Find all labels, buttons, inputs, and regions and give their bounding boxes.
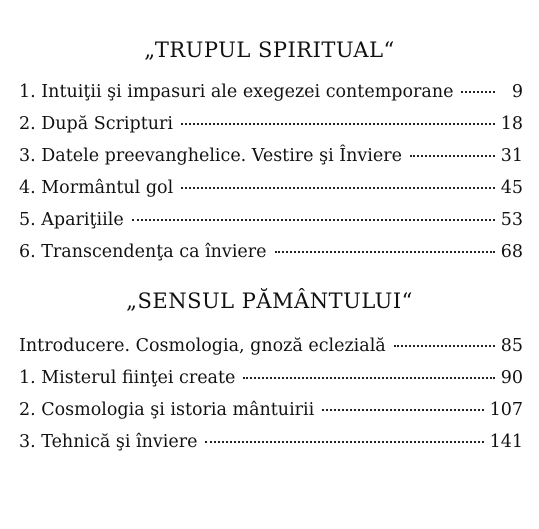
toc-entry: [19, 330, 523, 362]
toc-entry-page: 31: [500, 146, 523, 166]
toc-entry: [19, 362, 523, 394]
toc-entry-label: 6. Transcendenţa ca înviere: [19, 242, 267, 262]
toc-entry-label: Introducere. Cosmologia, gnoză eclezială: [19, 336, 386, 356]
dot-leader: [181, 123, 495, 125]
toc-entry-page: 107: [489, 400, 523, 420]
toc-entry-label: 2. Cosmologia şi istoria mântuirii: [19, 400, 315, 420]
toc-entry-page: 45: [500, 178, 523, 198]
toc-entry-page: 68: [500, 242, 523, 262]
toc-entry-label: 3. Datele preevanghelice. Vestire şi Înviere: [19, 146, 402, 166]
toc-entry: [19, 394, 523, 426]
toc-entry: [19, 426, 523, 458]
toc-list-sensul-pamantului: [19, 330, 523, 458]
toc-entry-page: 90: [500, 368, 523, 388]
toc-entry: [19, 172, 523, 204]
toc-entry: [19, 140, 523, 172]
toc-entry-page: 18: [500, 114, 523, 134]
toc-entry-label: 3. Tehnică şi înviere: [19, 432, 198, 452]
dot-leader: [243, 377, 494, 379]
dot-leader: [461, 91, 495, 93]
toc-entry: [19, 204, 523, 236]
dot-leader: [394, 345, 495, 347]
toc-entry-label: 1. Misterul fiinţei create: [19, 368, 236, 388]
toc-entry-label: 1. Intuiţii şi impasuri ale exegezei contemporane: [19, 82, 454, 102]
toc-entry: [19, 108, 523, 140]
section-title-sensul-pamantului: „SENSUL PĂMÂNTULUI“: [126, 289, 413, 313]
toc-entry-page: 85: [500, 336, 523, 356]
section-title-trupul-spiritual: „TRUPUL SPIRITUAL“: [144, 38, 395, 62]
toc-entry-label: 5. Apariţiile: [19, 210, 124, 230]
toc-entry-page: 9: [511, 82, 523, 102]
dot-leader: [275, 251, 495, 253]
toc-entry-page: 53: [500, 210, 523, 230]
toc-entry-label: 4. Mormântul gol: [19, 178, 174, 198]
dot-leader: [205, 441, 483, 443]
toc-entry-label: 2. După Scripturi: [19, 114, 173, 134]
toc-entry: [19, 76, 523, 108]
dot-leader: [132, 219, 495, 221]
dot-leader: [322, 409, 483, 411]
dot-leader: [410, 155, 495, 157]
toc-entry: [19, 236, 523, 268]
toc-entry-page: 141: [489, 432, 523, 452]
toc-list-trupul-spiritual: [19, 76, 523, 268]
dot-leader: [181, 187, 495, 189]
